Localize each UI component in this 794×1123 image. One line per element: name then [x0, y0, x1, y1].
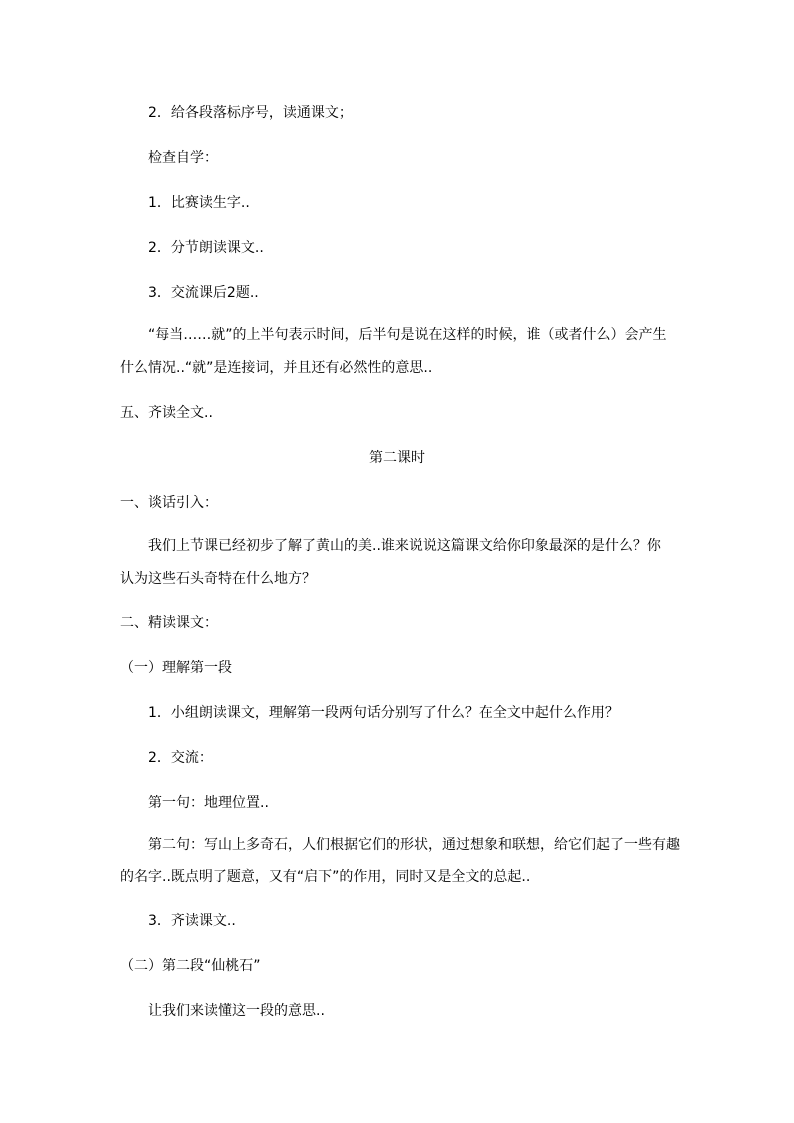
section-label: 检查自学： — [148, 150, 218, 166]
step-line: 1．比赛读生字.. — [148, 195, 250, 211]
step-line: 2．给各段落标序号，读通课文； — [148, 105, 353, 121]
step-line: 3．齐读课文.. — [148, 913, 236, 929]
step-line: 2．分节朗读课文.. — [148, 240, 264, 256]
section-heading: 五、齐读全文.. — [120, 405, 213, 421]
lesson-title: 第二课时 — [369, 450, 425, 466]
subsection-heading: （一）理解第一段 — [120, 660, 232, 676]
subsection-heading: （二）第二段“仙桃石” — [120, 958, 261, 974]
step-line: 2．交流： — [148, 750, 213, 766]
paragraph-line: “每当……就”的上半句表示时间，后半句是说在这样的时候，谁（或者什么）会产生 — [148, 327, 667, 343]
step-line: 3．交流课后2题.. — [148, 285, 259, 301]
paragraph-line: 第一句：地理位置.. — [148, 795, 269, 811]
section-heading: 一、谈话引入： — [120, 495, 218, 511]
step-line: 1．小组朗读课文，理解第一段两句话分别写了什么？在全文中起什么作用？ — [148, 705, 619, 721]
paragraph-line: 的名字..既点明了题意，又有“启下”的作用，同时又是全文的总起.. — [120, 869, 531, 885]
paragraph-line: 认为这些石头奇特在什么地方？ — [120, 571, 316, 587]
section-heading: 二、精读课文： — [120, 615, 218, 631]
paragraph-line: 我们上节课已经初步了解了黄山的美..谁来说说这篇课文给你印象最深的是什么？你 — [148, 538, 661, 554]
paragraph-line: 第二句：写山上多奇石，人们根据它们的形状，通过想象和联想，给它们起了一些有趣 — [148, 837, 680, 853]
paragraph-line: 什么情况..“就”是连接词，并且还有必然性的意思.. — [120, 360, 433, 376]
paragraph-line: 让我们来读懂这一段的意思.. — [148, 1003, 325, 1019]
